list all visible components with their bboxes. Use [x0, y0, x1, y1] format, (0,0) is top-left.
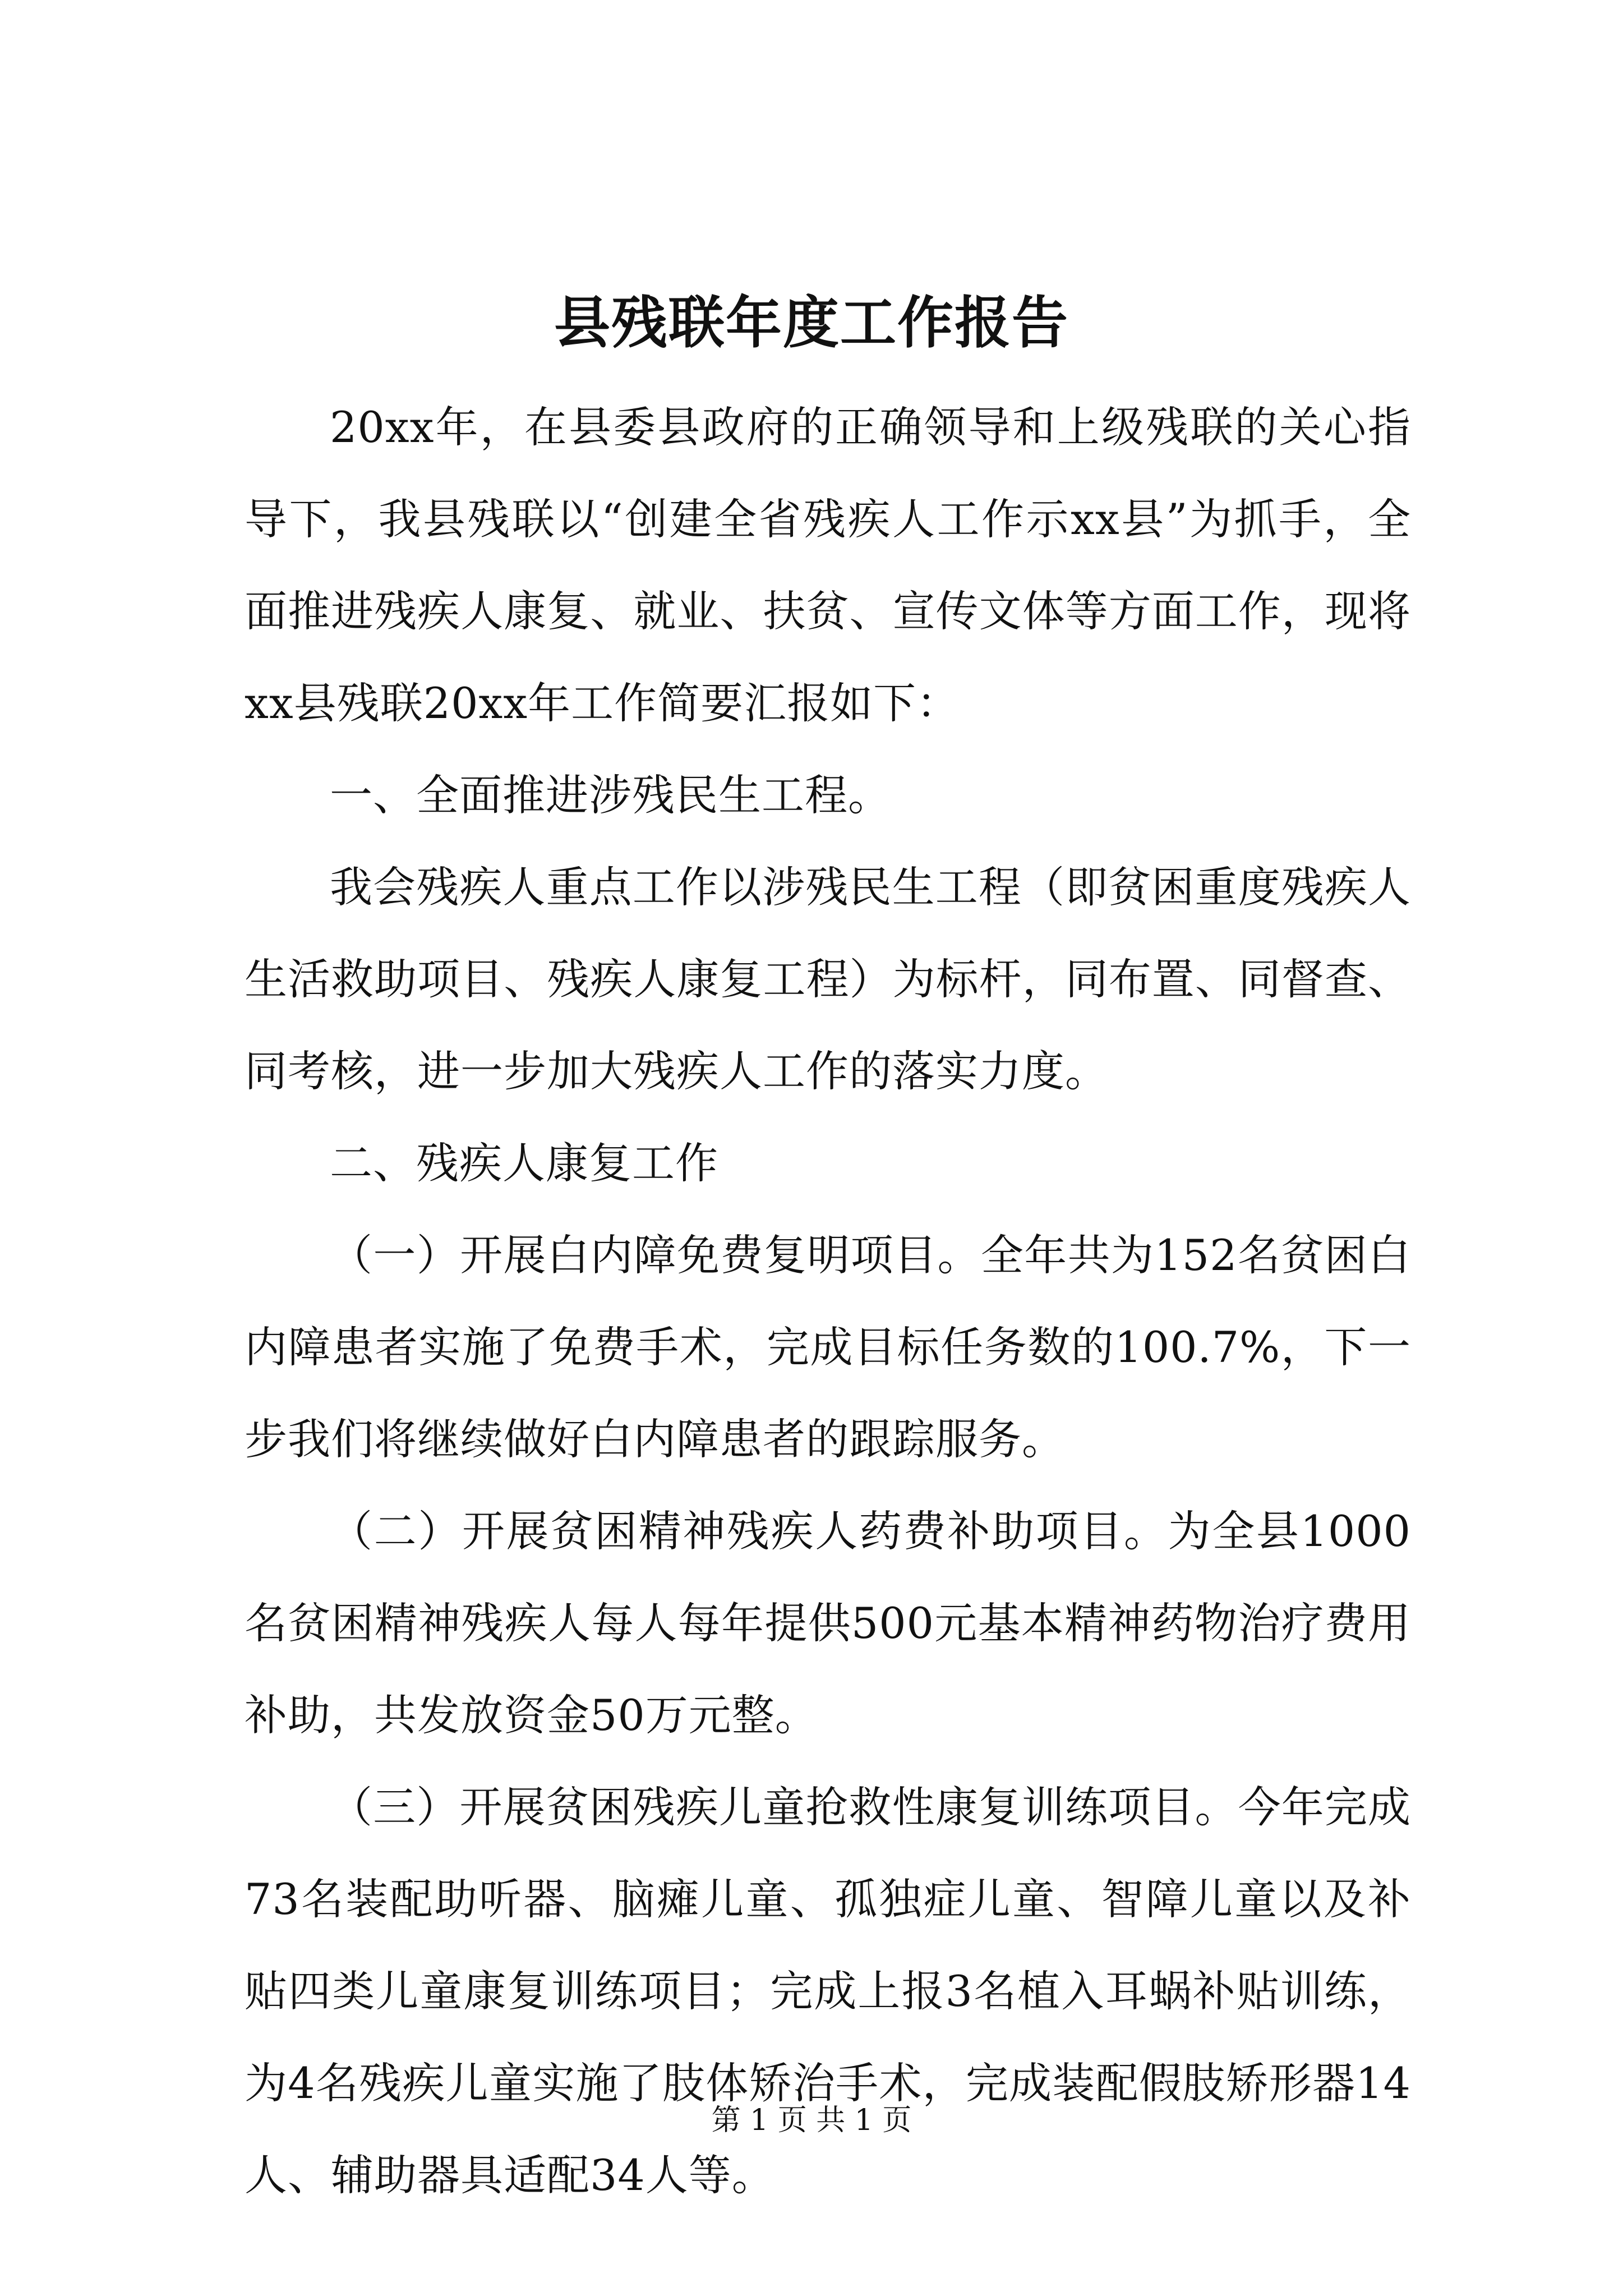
heading-section-1: 一、全面推进涉残民生工程。 [330, 770, 891, 820]
paragraph-intro: 20xx年，在县委县政府的正确领导和上级残联的关心指导下，我县残联以“创建全省残疾人工作示xx县”为抓手，全面推进残疾人康复、就业、扶贫、宣传文体等方面工作，现将xx县残联20xx年工作简要汇报如下： [245, 402, 1411, 728]
paragraph-item-2: （二）开展贫困精神残疾人药费补助项目。为全县1000名贫困精神残疾人每人每年提供500元基本精神药物治疗费用补助，共发放资金50万元整。 [245, 1506, 1411, 1740]
paragraph-item-1: （一）开展白内障免费复明项目。全年共为152名贫困白内障患者实施了免费手术，完成目标任务数的100.7%，下一步我们将继续做好白内障患者的跟踪服务。 [245, 1230, 1411, 1464]
document-body [245, 381, 1411, 2221]
document-title: 县残联年度工作报告 [554, 289, 1069, 356]
paragraph-item-3: （三）开展贫困残疾儿童抢救性康复训练项目。今年完成73名装配助听器、脑瘫儿童、孤独症儿童、智障儿童以及补贴四类儿童康复训练项目；完成上报3名植入耳蜗补贴训练，为4名残疾儿童实施了肢体矫治手术，完成装配假肢矫形器14人、辅助器具适配34人等。 [245, 1782, 1411, 2200]
heading-section-2: 二、残疾人康复工作 [330, 1138, 718, 1188]
page-footer: 第 1 页 共 1 页 [711, 2104, 912, 2137]
paragraph-section-1: 我会残疾人重点工作以涉残民生工程（即贫困重度残疾人生活救助项目、残疾人康复工程）为标杆，同布置、同督查、同考核，进一步加大残疾人工作的落实力度。 [245, 862, 1411, 1096]
